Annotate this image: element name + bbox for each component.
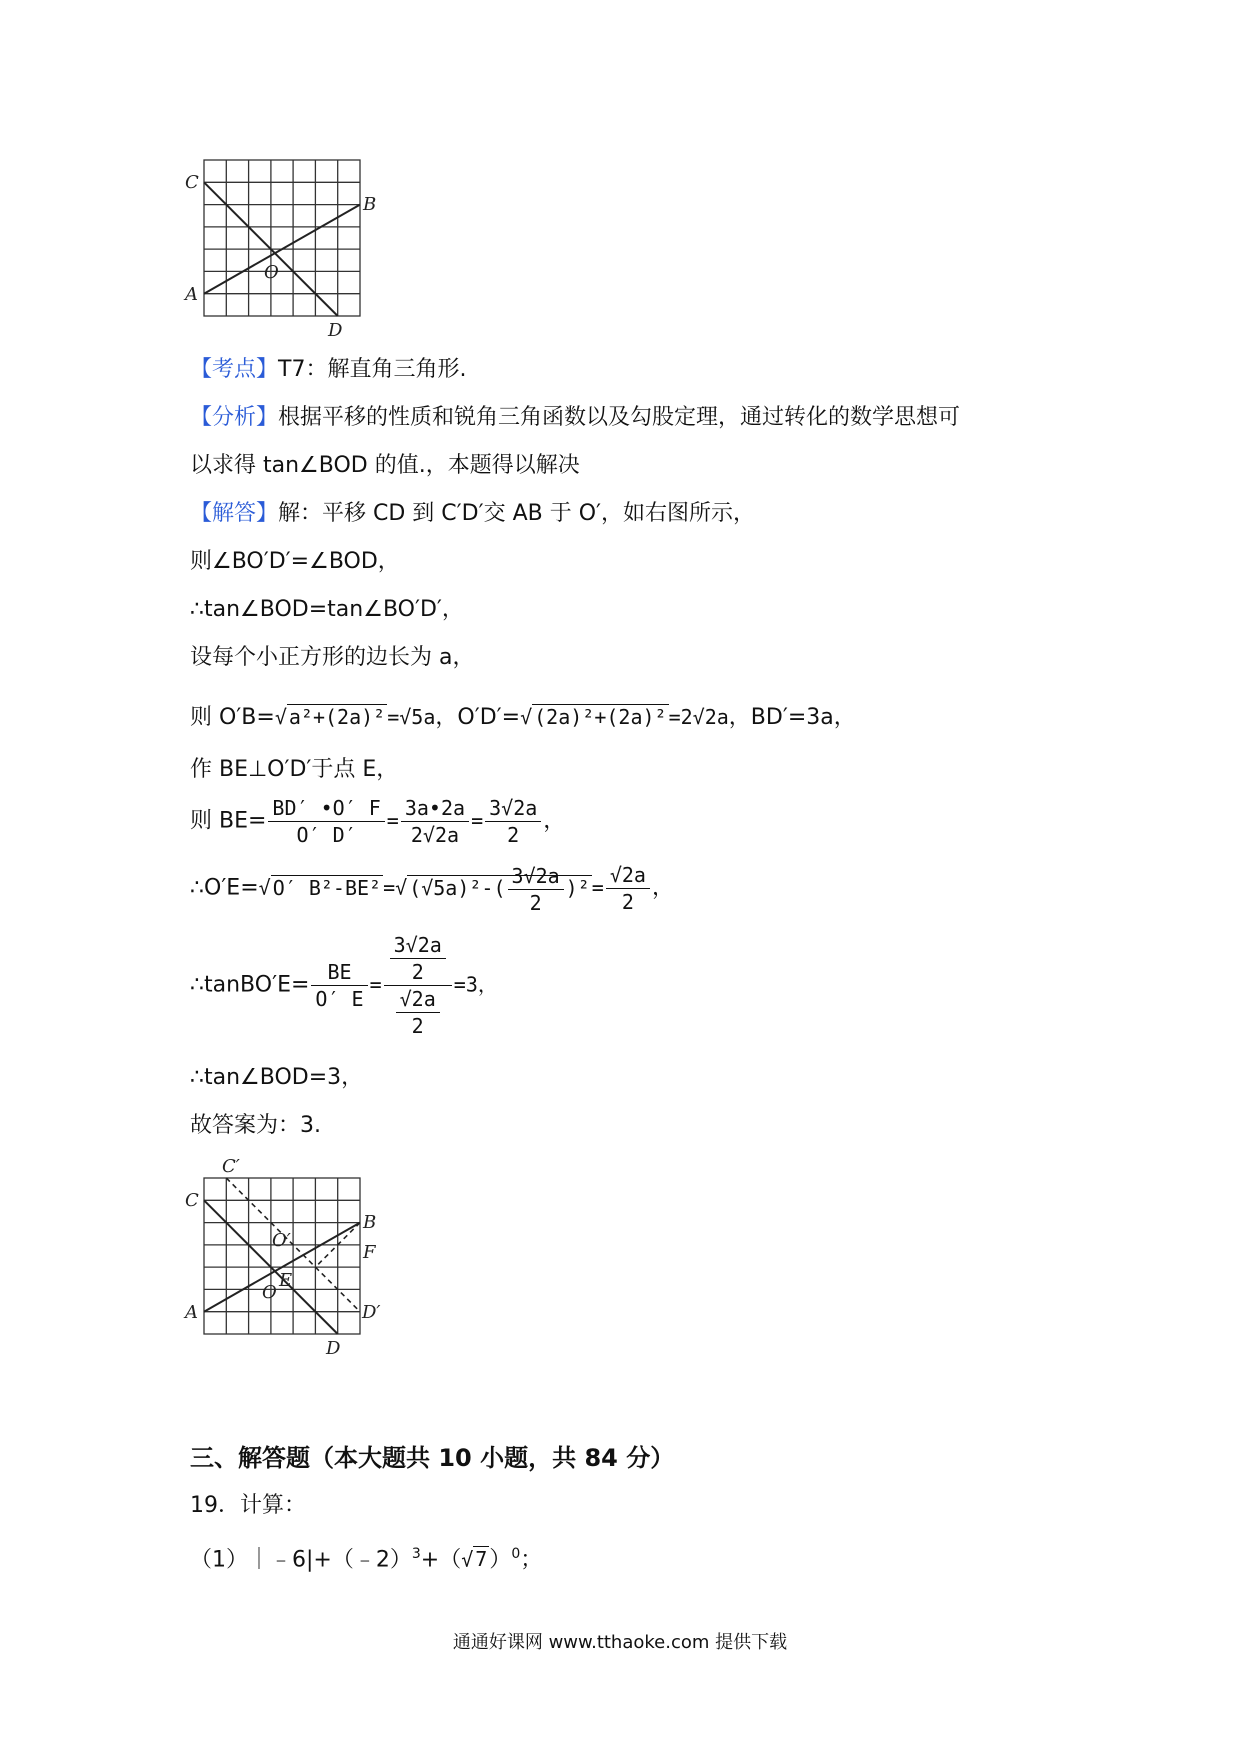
jieda-line-2: 则∠BO′D′=∠BOD，: [190, 549, 400, 574]
kaodian-line: [190, 355, 466, 385]
ob-radicand: a²+(2a)²: [288, 705, 386, 729]
label-c-2: C: [185, 1190, 199, 1211]
fenxi-tag: 【分析】: [190, 405, 279, 430]
jieda-tag: 【解答】: [190, 501, 279, 526]
label-b-2: B: [363, 1212, 377, 1233]
oe-suffix: ，: [651, 875, 674, 901]
oe-result: $\frac{√2a}{2}$: [606, 862, 650, 915]
jieda-line-6: 作 BE⊥O′D′于点 E，: [190, 757, 399, 782]
bd-text: ，BD′=3a，: [728, 705, 856, 730]
label-f: F: [363, 1242, 376, 1263]
label-d-2: D: [326, 1338, 341, 1358]
oe-radicand-1: O′ B²-BE²: [272, 875, 382, 900]
tan-prefix: ∴tanBO′E=: [190, 972, 310, 998]
q19-1-exp0: 0: [511, 1546, 521, 1562]
jieda-line-1: [190, 499, 755, 529]
be-prefix: 则 BE=: [190, 808, 267, 834]
label-d-prime: D′: [362, 1302, 381, 1323]
be-fraction-3: $\frac{3√2a}{2}$: [485, 795, 541, 848]
label-o: O: [264, 262, 279, 283]
jieda-text-1: 解：平移 CD 到 C′D′交 AB 于 O′，如右图所示，: [278, 501, 756, 526]
od-result: =2√2a: [668, 705, 729, 729]
question-19: 19．计算：: [190, 1493, 306, 1518]
label-c: C: [185, 172, 199, 193]
equation-oe: ∴O′E=√ O′ B²-BE² =√ (√5a)²-( $\frac{3√2a}{2}$ )² = $\frac{√2a}{2}$ ，: [190, 863, 674, 915]
section-heading: 三、解答题（本大题共 10 小题，共 84 分）: [190, 1444, 675, 1472]
be-fraction-1: $\frac{BD' •O' F}{O' D'}$: [268, 795, 384, 848]
equation-tan: ∴tanBO′E= $\frac{BE}{O' E}$ = $\frac{\frac{3√2a}{2}}{\frac{√2a}{2}}$ =3，: [190, 933, 498, 1038]
label-a: A: [185, 284, 198, 305]
jieda-line-3: ∴tan∠BOD=tan∠BO′D′，: [190, 597, 464, 622]
jieda-line-10: 故答案为：3.: [190, 1113, 321, 1138]
kaodian-tag: 【考点】: [190, 357, 279, 382]
label-d: D: [328, 320, 343, 340]
jieda-line-9: ∴tan∠BOD=3，: [190, 1065, 364, 1090]
q19-1-radicand: 7: [475, 1547, 488, 1572]
equation-be: 则 BE= $\frac{BD' •O' F}{O' D'}$ = $\frac{3a•2a}{2√2a}$ = $\frac{3√2a}{2}$ ，: [190, 796, 566, 847]
label-o-prime: O′: [272, 1230, 291, 1251]
jieda-line-4: 设每个小正方形的边长为 a，: [190, 645, 475, 670]
fenxi-line-1: [190, 403, 960, 433]
label-c-prime: C′: [222, 1158, 240, 1177]
fenxi-text-1: 根据平移的性质和锐角三角函数以及勾股定理，通过转化的数学思想可: [278, 405, 961, 430]
question-19-part-1: （1）｜﹣6|+（﹣2）$^3$+（√ 7）$^0$；: [190, 1546, 543, 1573]
fenxi-line-2: 以求得 tan∠BOD 的值.，本题得以解决: [190, 453, 580, 478]
ob-result: =√5a: [387, 705, 436, 729]
q19-1-suffix: ；: [520, 1547, 543, 1573]
q19-1-end: ）: [489, 1547, 512, 1573]
oe-prefix: ∴O′E=: [190, 875, 259, 901]
label-b: B: [363, 194, 377, 215]
od-radicand: (2a)²+(2a)²: [534, 705, 667, 729]
label-a-2: A: [185, 1302, 198, 1323]
od-prefix: ，O′D′=: [435, 705, 521, 730]
page-footer: 通通好课网 www.tthaoke.com 提供下载: [452, 1632, 788, 1653]
oe-radicand-2: (√5a)²-( $\frac{3√2a}{2}$ )²: [409, 863, 590, 915]
q19-1-exp: 3: [411, 1546, 421, 1562]
q19-1-mid: +（: [420, 1547, 462, 1573]
tan-compound-fraction: $\frac{\frac{3√2a}{2}}{\frac{√2a}{2}}$: [384, 932, 452, 1039]
q19-1-prefix: （1）｜﹣6|+（﹣2）: [190, 1547, 412, 1573]
tan-fraction-1: $\frac{BE}{O' E}$: [311, 959, 367, 1012]
figure-grid-2: [180, 1158, 400, 1358]
label-e: E: [279, 1270, 293, 1291]
ob-prefix: 则 O′B=: [190, 705, 275, 730]
equation-ob-od: 则 O′B=√ a²+(2a)² =√5a，O′D′=√ (2a)²+(2a)² =2√2a，BD′=3a，: [190, 705, 856, 730]
be-suffix: ，: [543, 808, 566, 834]
tan-suffix: =3，: [453, 972, 498, 997]
figure-grid-1: [180, 150, 380, 340]
be-fraction-2: $\frac{3a•2a}{2√2a}$: [401, 795, 469, 848]
label-o-2: O: [262, 1282, 277, 1303]
kaodian-text: T7：解直角三角形.: [278, 357, 467, 382]
